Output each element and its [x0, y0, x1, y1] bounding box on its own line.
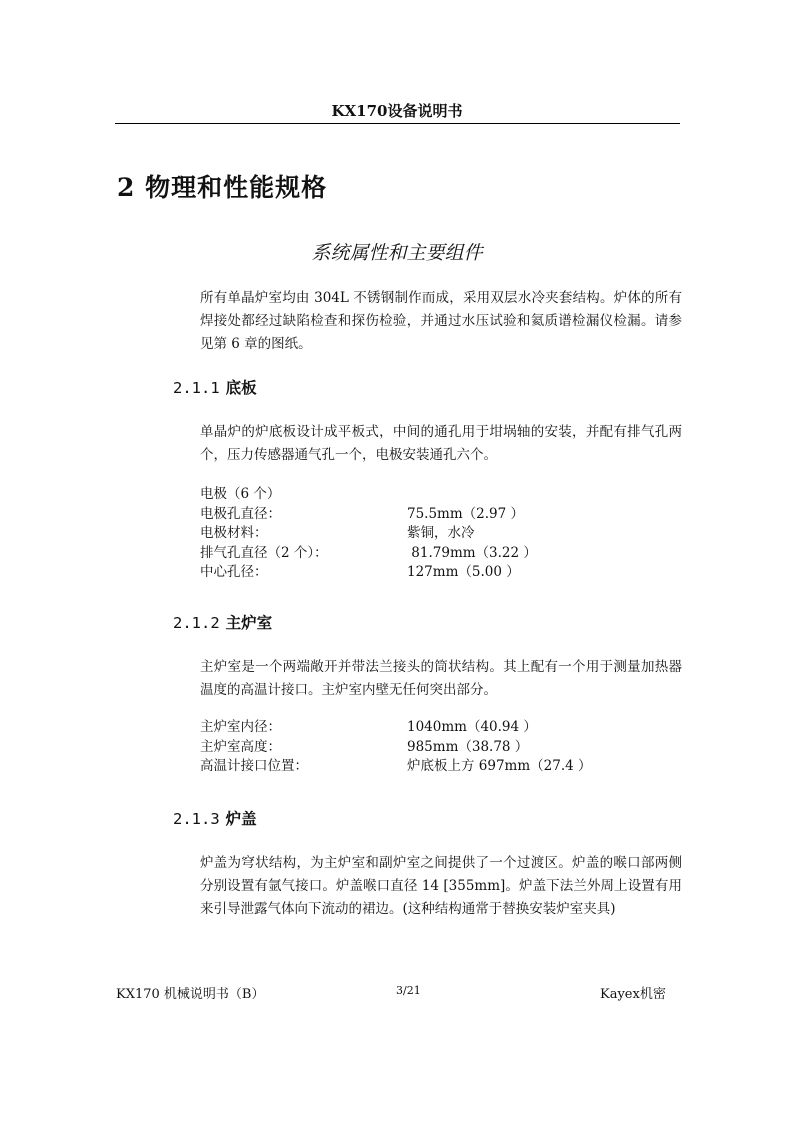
section-number: 2.1.3 [173, 810, 220, 828]
intro-paragraph: 所有单晶炉室均由 304L 不锈钢制作而成，采用双层水冷夹套结构。炉体的所有焊接处都经过缺陷检查和探伤检验，并通过水压试验和氦质谱检漏仪检漏。请参见第 6 章的图纸。 [200, 290, 682, 352]
section-title: 主炉室 [225, 613, 273, 632]
spec-value: 985mm（38.78 ） [407, 738, 529, 755]
spec-value: 81.79mm（3.22 ） [407, 544, 537, 561]
spec-row [200, 757, 592, 777]
spec-list-2-1-1 [200, 485, 537, 583]
header-title: KX170设备说明书 [331, 102, 463, 120]
spec-label: 电极材料： [200, 525, 268, 541]
section-2-1-3-paragraph: 炉盖为穹状结构，为主炉室和副炉室之间提供了一个过渡区。炉盖的喉口部两侧分别设置有氩气接口。炉盖喉口直径 14 [355mm]。炉盖下法兰外周上设置有用来引导泄露气体向下流动的裙边。(这种结构通常于替换安装炉室夹具) [200, 855, 682, 917]
section-heading-2-1-2 [173, 611, 272, 633]
spec-value: 紫铜，水冷 [407, 525, 475, 541]
section-2-1-2-paragraph: 主炉室是一个两端敞开并带法兰接头的筒状结构。其上配有一个用于测量加热器温度的高温计接口。主炉室内壁无任何突出部分。 [200, 659, 682, 698]
header-divider [115, 123, 680, 124]
footer-confidential: Kayex机密 [600, 987, 666, 1002]
spec-label: 高温计接口位置： [200, 758, 308, 774]
spec-row [200, 544, 537, 564]
spec-label: 主炉室高度： [200, 738, 281, 755]
footer-document-name: KX170 机械说明书（B） [116, 987, 265, 1002]
section-number: 2.1.2 [173, 614, 220, 632]
spec-value: 1040mm（40.94 ） [407, 719, 537, 735]
spec-row [200, 738, 592, 758]
spec-label: 电极（6 个） [200, 486, 281, 502]
section-heading-2-1-1 [173, 376, 257, 398]
spec-row [200, 524, 537, 544]
spec-value: 127mm（5.00 ） [407, 564, 520, 580]
section-heading-2-1-3 [173, 807, 257, 829]
spec-row [200, 505, 537, 525]
spec-value: 炉底板上方 697mm（27.4 ） [407, 758, 592, 774]
spec-label: 主炉室内径： [200, 719, 281, 735]
section-title: 炉盖 [225, 809, 257, 828]
spec-value: 75.5mm（2.97 ） [407, 505, 525, 522]
section-subtitle: 系统属性和主要组件 [311, 242, 483, 264]
spec-row [200, 563, 537, 583]
spec-list-2-1-2 [200, 718, 592, 777]
spec-row [200, 485, 537, 505]
spec-label: 排气孔直径（2 个）： [200, 544, 328, 561]
spec-label: 中心孔径： [200, 564, 268, 580]
section-number: 2.1.1 [173, 379, 220, 397]
footer-page-number: 3/21 [396, 984, 421, 997]
spec-label: 电极孔直径： [200, 505, 281, 522]
chapter-title: 2 物理和性能规格 [117, 173, 328, 202]
spec-row [200, 718, 592, 738]
section-title: 底板 [225, 378, 257, 397]
section-2-1-1-paragraph: 单晶炉的炉底板设计成平板式，中间的通孔用于坩埚轴的安装，并配有排气孔两个，压力传感器通气孔一个，电极安装通孔六个。 [200, 424, 682, 463]
